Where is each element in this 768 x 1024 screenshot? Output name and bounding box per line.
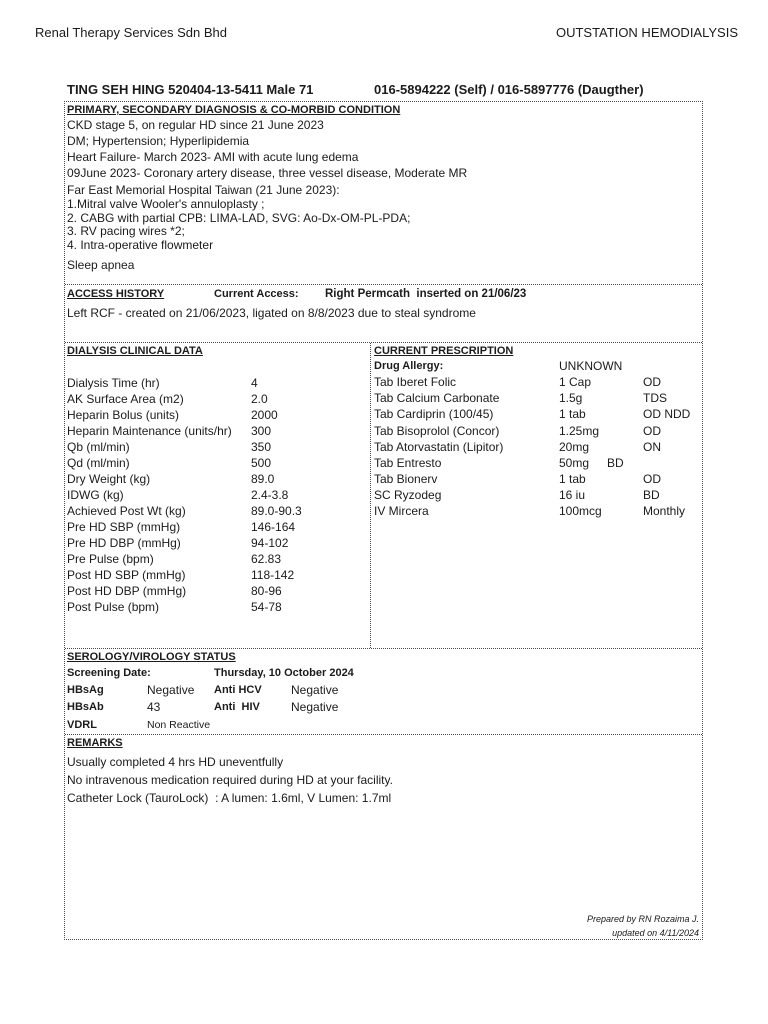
drug-name: SC Ryzodeg [374,488,442,502]
clinical-value: 500 [251,456,272,470]
hbsab-value: 43 [147,700,161,714]
clinical-row [65,423,370,439]
prescription-row [371,423,702,439]
screening-date-row [65,665,702,681]
drug-frequency: OD [643,424,661,438]
drug-dose: 1 Cap [559,375,592,389]
clinical-label: Post HD SBP (mmHg) [67,568,186,582]
drug-dose: 20mg [559,440,590,454]
prescription-row [371,471,702,487]
screening-date-value: Thursday, 10 October 2024 [214,667,354,679]
prescription-row [371,390,702,406]
diagnosis-line: 4. Intra-operative flowmeter [67,238,214,252]
prescription-row [371,455,702,471]
prescription-row [371,439,702,455]
clinical-label: IDWG (kg) [67,488,124,502]
anti-hcv-label: Anti HCV [214,684,262,696]
clinical-value: 89.0-90.3 [251,504,302,518]
clinical-label: Achieved Post Wt (kg) [67,504,186,518]
company-name: Renal Therapy Services Sdn Bhd [35,25,227,40]
clinical-label: Pre Pulse (bpm) [67,552,154,566]
clinical-value: 2.0 [251,392,268,406]
serology-row [65,717,702,733]
diagnosis-heading: PRIMARY, SECONDARY DIAGNOSIS & CO-MORBID CONDITION [67,104,401,116]
screening-date-label: Screening Date: [67,667,151,679]
diagnosis-line: Heart Failure- March 2023- AMI with acute lung edema [67,150,359,164]
clinical-value: 2000 [251,408,278,422]
drug-frequency: OD [643,375,661,389]
current-prescription [370,343,702,648]
remark-line: Usually completed 4 hrs HD uneventfully [67,755,284,769]
drug-frequency: BD [643,488,660,502]
drug-dose: 1.5g [559,391,583,405]
clinical-value: 4 [251,376,258,390]
form-title: OUTSTATION HEMODIALYSIS [555,25,738,40]
clinical-row [65,375,370,391]
dialysis-clinical-data [65,343,370,648]
drug-allergy-value: UNKNOWN [559,359,623,373]
diagnosis-line: CKD stage 5, on regular HD since 21 June 2023 [67,118,324,132]
clinical-value: 350 [251,440,272,454]
clinical-row [65,455,370,471]
serology-row [65,682,702,698]
diagnosis-line: 2. CABG with partial CPB: LIMA-LAD, SVG: Ao-Dx-OM-PL-PDA; [67,211,411,225]
clinical-row [65,535,370,551]
clinical-value: 54-78 [251,600,282,614]
clinical-row [65,439,370,455]
drug-name: Tab Iberet Folic [374,375,457,389]
clinical-row [65,487,370,503]
anti-hcv-value: Negative [291,683,339,697]
remark-line: Catheter Lock (TauroLock) : A lumen: 1.6ml, V Lumen: 1.7ml [67,791,392,805]
vdrl-value: Non Reactive [147,719,211,731]
drug-dose: 1.25mg [559,424,600,438]
clinical-value: 80-96 [251,584,282,598]
patient-contacts: 016-5894222 (Self) / 016-5897776 (Daugther) [374,82,644,97]
clinical-label: AK Surface Area (m2) [67,392,184,406]
drug-allergy-label: Drug Allergy: [374,360,444,372]
diagnosis-line: 3. RV pacing wires *2; [67,224,185,238]
diagnosis-line: Sleep apnea [67,258,135,272]
serology-row [65,699,702,715]
drug-name: Tab Entresto [374,456,442,470]
clinical-label: Dialysis Time (hr) [67,376,160,390]
hbsag-label: HBsAg [67,684,104,696]
clinical-value: 2.4-3.8 [251,488,289,502]
clinical-row [65,407,370,423]
drug-dose: 50mg [559,456,590,470]
drug-name: IV Mircera [374,504,429,518]
clinical-label: Post Pulse (bpm) [67,600,160,614]
remarks-heading: REMARKS [67,737,123,749]
clinical-value: 94-102 [251,536,289,550]
clinical-value: 146-164 [251,520,296,534]
prescription-row [371,374,702,390]
clinical-value: 89.0 [251,472,275,486]
serology-heading: SEROLOGY/VIROLOGY STATUS [67,651,236,663]
clinical-label: Qb (ml/min) [67,440,130,454]
diagnosis-line: 09June 2023- Coronary artery disease, three vessel disease, Moderate MR [67,166,468,180]
prescription-row [371,406,702,422]
clinical-value: 118-142 [251,568,295,582]
diagnosis-section [65,102,702,284]
drug-frequency: ON [643,440,661,454]
prescription-heading: CURRENT PRESCRIPTION [374,345,514,357]
drug-frequency: BD [607,456,624,470]
clinical-row [65,391,370,407]
clinical-row [65,471,370,487]
drug-frequency: Monthly [643,504,686,518]
clinical-heading: DIALYSIS CLINICAL DATA [67,345,203,357]
drug-name: Tab Bionerv [374,472,438,486]
diagnosis-line: DM; Hypertension; Hyperlipidemia [67,134,250,148]
summary-box [64,101,703,940]
updated-on: updated on 4/11/2024 [612,928,699,938]
drug-allergy-row [371,358,702,374]
clinical-row [65,567,370,583]
clinical-label: Pre HD DBP (mmHg) [67,536,181,550]
clinical-label: Pre HD SBP (mmHg) [67,520,181,534]
drug-name: Tab Atorvastatin (Lipitor) [374,440,504,454]
remark-line: No intravenous medication required during HD at your facility. [67,773,393,787]
clinical-label: Heparin Bolus (units) [67,408,180,422]
clinical-value: 300 [251,424,272,438]
drug-frequency: OD [643,472,661,486]
clinical-label: Dry Weight (kg) [67,472,151,486]
access-history-heading: ACCESS HISTORY [67,288,165,300]
vdrl-label: VDRL [67,719,97,731]
current-access-label: Current Access: [214,288,299,300]
anti-hiv-label: Anti HIV [214,701,260,713]
prescription-row [371,503,702,519]
remarks-section [65,734,702,939]
drug-dose: 1 tab [559,472,586,486]
anti-hiv-value: Negative [291,700,339,714]
clinical-row [65,519,370,535]
drug-name: Tab Cardiprin (100/45) [374,407,494,421]
patient-identity: TING SEH HING 520404-13-5411 Male 71 [67,82,314,97]
clinical-row [65,583,370,599]
clinical-label: Qd (ml/min) [67,456,130,470]
clinical-prescription-section [65,342,702,648]
clinical-row [65,599,370,615]
drug-frequency: TDS [643,391,667,405]
drug-dose: 1 tab [559,407,586,421]
prescription-row [371,487,702,503]
hbsab-label: HBsAb [67,701,104,713]
clinical-row [65,503,370,519]
drug-name: Tab Bisoprolol (Concor) [374,424,500,438]
drug-dose: 16 iu [559,488,586,502]
diagnosis-line: Far East Memorial Hospital Taiwan (21 June 2023): [67,183,340,197]
access-history-section [65,284,702,342]
access-history-note: Left RCF - created on 21/06/2023, ligated on 8/8/2023 due to steal syndrome [67,306,476,320]
serology-section [65,648,702,734]
prepared-by: Prepared by RN Rozaima J. [586,914,699,924]
clinical-value: 62.83 [251,552,282,566]
drug-dose: 100mcg [559,504,602,518]
drug-frequency: OD NDD [643,407,691,421]
diagnosis-line: 1.Mitral valve Wooler's annuloplasty ; [67,197,265,211]
clinical-label: Post HD DBP (mmHg) [67,584,187,598]
current-access-value: Right Permcath inserted on 21/06/23 [325,288,527,300]
clinical-label: Heparin Maintenance (units/hr) [67,424,232,438]
drug-name: Tab Calcium Carbonate [374,391,500,405]
hbsag-value: Negative [147,683,195,697]
clinical-row [65,551,370,567]
